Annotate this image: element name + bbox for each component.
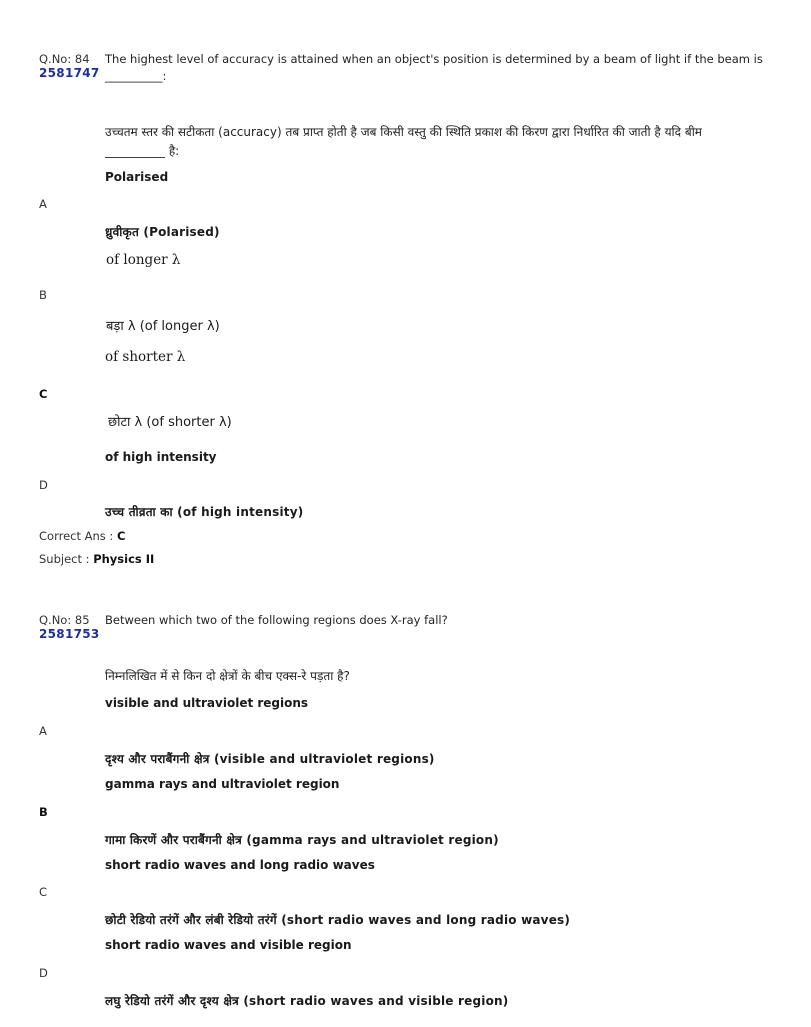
option-c-letter: C: [39, 387, 48, 401]
question-text-hindi-line2: __________ है:: [105, 144, 180, 158]
subject-label: Subject :: [39, 552, 90, 566]
option-d-english: short radio waves and visible region: [105, 938, 352, 952]
correct-answer-value: C: [116, 529, 126, 543]
question-text-hindi-line1: उच्चतम स्तर की सटीकता (accuracy) तब प्राप्त होती है जब किसी वस्तु की स्थिति प्रकाश की किरण द्वारा निर्धारित की जाती है यदि बीम: [105, 125, 702, 139]
correct-answer-label: Correct Ans :: [39, 529, 114, 543]
option-a-english: visible and ultraviolet regions: [105, 696, 309, 710]
option-a-hindi: ध्रुवीकृत (Polarised): [105, 225, 220, 239]
question-text-hindi: निम्नलिखित में से किन दो क्षेत्रों के बीच एक्स-रे पड़ता है?: [105, 669, 350, 683]
option-d-letter: D: [39, 966, 48, 980]
option-b-english: gamma rays and ultraviolet region: [105, 777, 340, 791]
subject: [39, 552, 154, 566]
option-a-letter: A: [39, 724, 47, 738]
question-text-english-line1: The highest level of accuracy is attained when an object's position is determined by a beam of light if the beam is: [105, 52, 763, 66]
option-a-hindi: दृश्य और पराबैंगनी क्षेत्र (visible and ultraviolet regions): [105, 752, 435, 766]
option-d-english: of high intensity: [105, 450, 217, 464]
option-a-letter: A: [39, 197, 47, 211]
option-b-letter: B: [39, 805, 48, 819]
option-a-english: Polarised: [105, 170, 169, 184]
option-b-letter: B: [39, 288, 47, 302]
question-text-hindi: [105, 123, 775, 161]
option-b-english: of longer λ: [106, 252, 181, 268]
question-number: Q.No: 85: [39, 613, 90, 627]
option-d-hindi: उच्च तीव्रता का (of high intensity): [105, 505, 304, 519]
question-text-english: [105, 51, 775, 85]
option-d-hindi: लघु रेडियो तरंगें और दृश्य क्षेत्र (short radio waves and visible region): [105, 994, 509, 1008]
subject-value: Physics II: [93, 552, 155, 566]
option-c-english: short radio waves and long radio waves: [105, 858, 375, 872]
option-c-hindi: छोटी रेडियो तरंगें और लंबी रेडियो तरंगें (short radio waves and long radio waves): [105, 913, 571, 927]
question-number: Q.No: 84: [39, 52, 90, 66]
correct-answer: [39, 529, 125, 543]
question-id: 2581747: [39, 66, 100, 80]
question-text-english-line2: __________:: [105, 69, 167, 83]
option-c-hindi: छोटा λ (of shorter λ): [108, 415, 232, 430]
question-id: 2581753: [39, 627, 100, 641]
option-b-hindi: बड़ा λ (of longer λ): [106, 319, 220, 334]
option-c-english: of shorter λ: [105, 349, 186, 365]
option-c-letter: C: [39, 885, 48, 899]
option-b-hindi: गामा किरणें और पराबैंगनी क्षेत्र (gamma rays and ultraviolet region): [105, 833, 499, 847]
option-d-letter: D: [39, 478, 48, 492]
question-text-english: Between which two of the following regions does X-ray fall?: [105, 613, 448, 627]
